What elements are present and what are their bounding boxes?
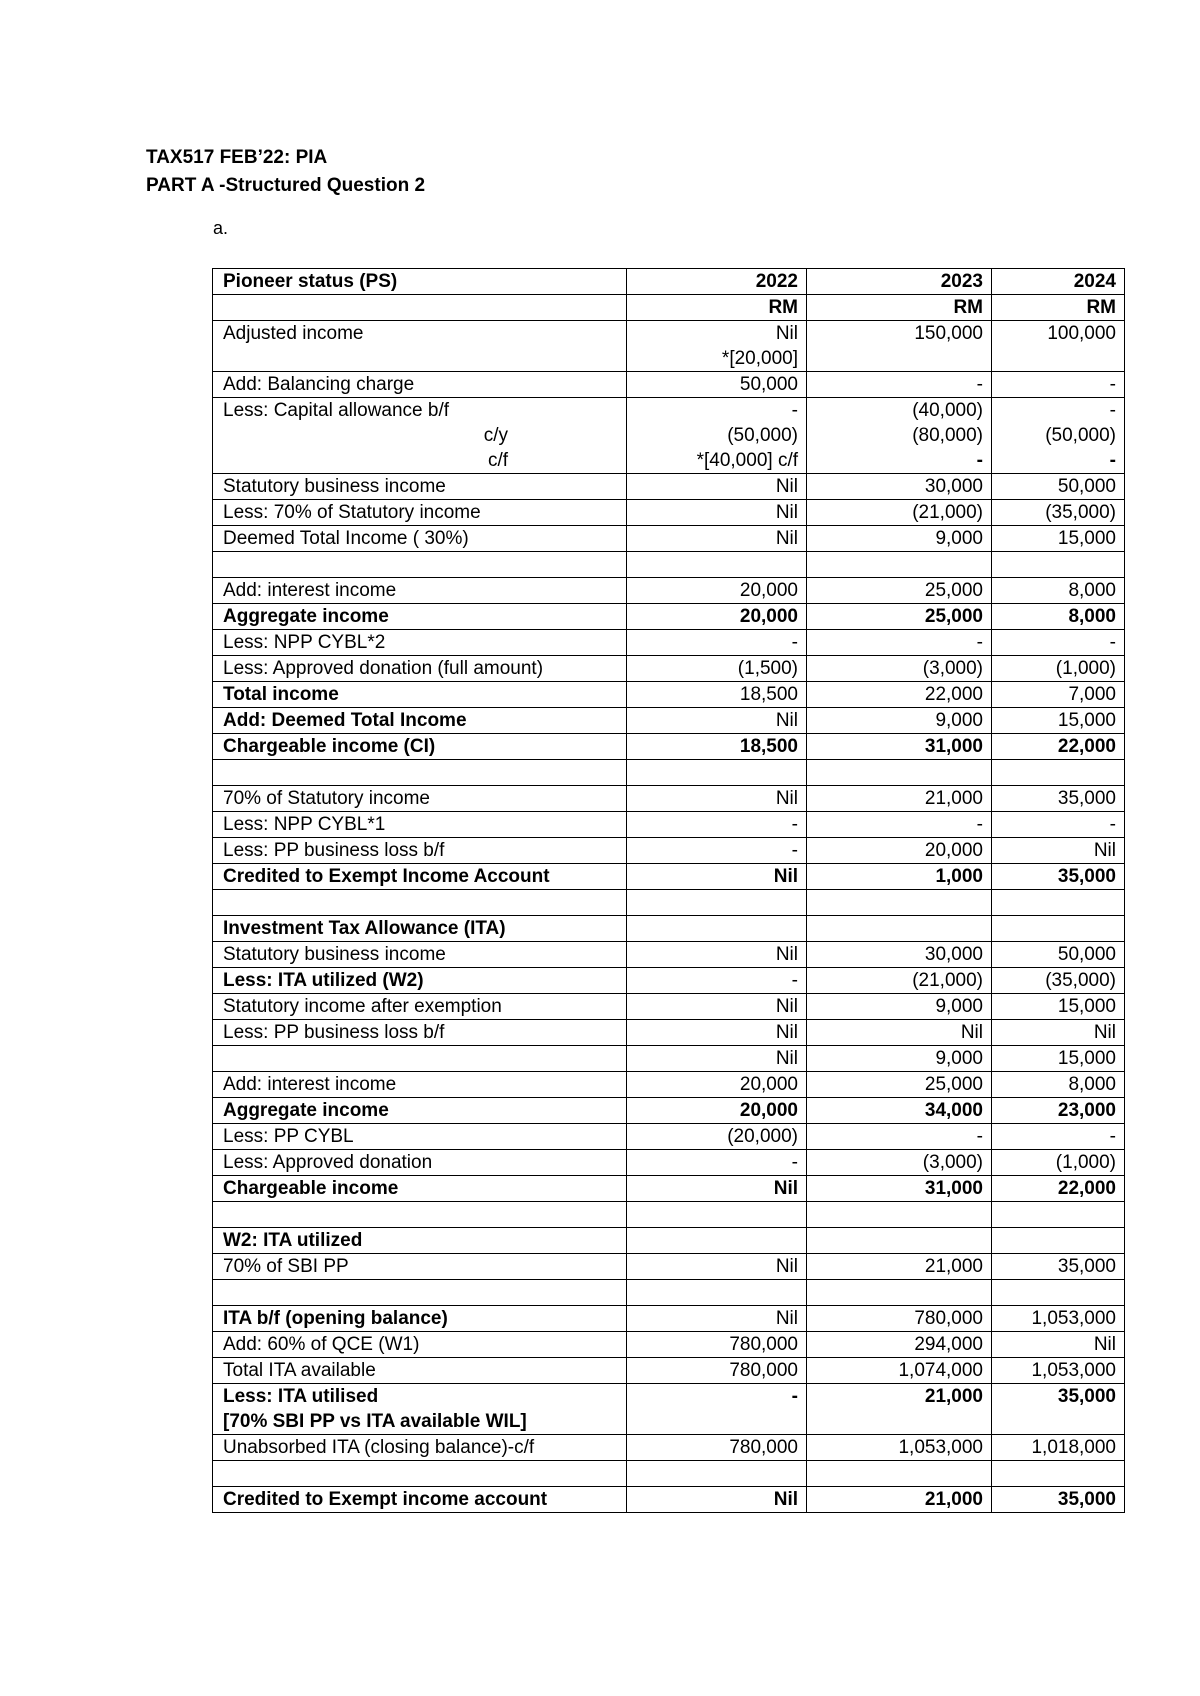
row-label-cell: 70% of Statutory income [213, 786, 627, 812]
value-cell-1: Nil [627, 1046, 807, 1072]
value-cell-1: Nil [627, 1487, 807, 1513]
value-cell-3: (1,000) [992, 656, 1125, 682]
table-row [213, 890, 1125, 916]
value-cell-1 [627, 1228, 807, 1254]
value-cell-3: 8,000 [992, 1072, 1125, 1098]
value-cell-1: Nil [627, 1176, 807, 1202]
table-row [213, 942, 1125, 968]
value-cell-1: 20,000 [627, 578, 807, 604]
value-cell-1 [627, 890, 807, 916]
value-cell-3 [992, 1202, 1125, 1228]
value-cell-1: 18,500 [627, 682, 807, 708]
table-row [213, 1384, 1125, 1435]
row-label-cell [213, 1202, 627, 1228]
value-cell-3: Nil [992, 1020, 1125, 1046]
value-cell-3: 8,000 [992, 578, 1125, 604]
value-cell-2 [807, 1228, 992, 1254]
row-label-cell [213, 295, 627, 321]
value-cell-1: - [627, 1384, 807, 1435]
value-cell-1: Nil [627, 864, 807, 890]
value-cell-3: 35,000 [992, 1384, 1125, 1435]
value-cell-3: - [992, 372, 1125, 398]
value-cell-1: 780,000 [627, 1435, 807, 1461]
value-cell-2: 9,000 [807, 994, 992, 1020]
value-cell-3 [992, 552, 1125, 578]
row-label-cell: Adjusted income [213, 321, 627, 372]
row-label-cell [213, 1046, 627, 1072]
value-cell-2: - [807, 1124, 992, 1150]
value-cell-3 [992, 1280, 1125, 1306]
value-cell-1 [627, 916, 807, 942]
row-label-cell: Total ITA available [213, 1358, 627, 1384]
value-cell-1: 2022 [627, 269, 807, 295]
value-cell-3 [992, 916, 1125, 942]
table-row [213, 1254, 1125, 1280]
value-cell-3 [992, 890, 1125, 916]
value-cell-3: 100,000 [992, 321, 1125, 372]
table-row [213, 1435, 1125, 1461]
value-cell-2: 31,000 [807, 734, 992, 760]
table-body [213, 269, 1125, 1513]
row-label-cell: Less: Approved donation (full amount) [213, 656, 627, 682]
value-cell-1: Nil [627, 1254, 807, 1280]
value-cell-2 [807, 1202, 992, 1228]
value-cell-1 [627, 552, 807, 578]
value-cell-2: 9,000 [807, 708, 992, 734]
value-cell-1: (20,000) [627, 1124, 807, 1150]
value-cell-3: 35,000 [992, 786, 1125, 812]
table-row [213, 708, 1125, 734]
row-label-cell: ITA b/f (opening balance) [213, 1306, 627, 1332]
row-label-cell: Add: Deemed Total Income [213, 708, 627, 734]
row-label-cell: Statutory business income [213, 942, 627, 968]
part-label: a. [213, 218, 229, 238]
row-label-cell: Pioneer status (PS) [213, 269, 627, 295]
row-label-cell: Less: 70% of Statutory income [213, 500, 627, 526]
value-cell-3: - (50,000) - [992, 398, 1125, 474]
value-cell-3: 23,000 [992, 1098, 1125, 1124]
table-row [213, 1072, 1125, 1098]
value-cell-3: 8,000 [992, 604, 1125, 630]
value-cell-1: - [627, 630, 807, 656]
value-cell-1: - [627, 812, 807, 838]
value-cell-2 [807, 890, 992, 916]
value-cell-2: 25,000 [807, 1072, 992, 1098]
value-cell-2: - [807, 630, 992, 656]
value-cell-1: Nil [627, 786, 807, 812]
value-cell-2: (40,000) (80,000) - [807, 398, 992, 474]
value-cell-1 [627, 1280, 807, 1306]
document-subtitle: PART A -Structured Question 2 [146, 175, 426, 196]
value-cell-2: 1,053,000 [807, 1435, 992, 1461]
value-cell-2: 21,000 [807, 1487, 992, 1513]
table-row [213, 1124, 1125, 1150]
value-cell-1: - [627, 1150, 807, 1176]
value-cell-3: 15,000 [992, 994, 1125, 1020]
row-label-cell: Credited to Exempt Income Account [213, 864, 627, 890]
value-cell-1: - [627, 968, 807, 994]
table-row [213, 734, 1125, 760]
table-row [213, 1020, 1125, 1046]
table-row [213, 1228, 1125, 1254]
value-cell-3: - [992, 630, 1125, 656]
table-row [213, 1176, 1125, 1202]
row-label-cell [213, 760, 627, 786]
row-label-cell: Less: Approved donation [213, 1150, 627, 1176]
row-label-cell: Less: NPP CYBL*2 [213, 630, 627, 656]
value-cell-2: 30,000 [807, 474, 992, 500]
table-row [213, 474, 1125, 500]
value-cell-2: 20,000 [807, 838, 992, 864]
row-label-cell [213, 552, 627, 578]
value-cell-1: 20,000 [627, 604, 807, 630]
value-cell-2: 30,000 [807, 942, 992, 968]
value-cell-1: Nil [627, 526, 807, 552]
value-cell-2 [807, 1280, 992, 1306]
value-cell-3: (35,000) [992, 500, 1125, 526]
value-cell-3: 35,000 [992, 1487, 1125, 1513]
table-row [213, 812, 1125, 838]
table-row [213, 1332, 1125, 1358]
value-cell-2: 1,000 [807, 864, 992, 890]
value-cell-3: - [992, 812, 1125, 838]
row-label-cell: Credited to Exempt income account [213, 1487, 627, 1513]
value-cell-1: Nil [627, 1306, 807, 1332]
value-cell-3: Nil [992, 1332, 1125, 1358]
table-row [213, 1487, 1125, 1513]
value-cell-3: Nil [992, 838, 1125, 864]
value-cell-3: RM [992, 295, 1125, 321]
row-label-cell: Less: ITA utilized (W2) [213, 968, 627, 994]
table-row [213, 1306, 1125, 1332]
row-label-cell: Add: Balancing charge [213, 372, 627, 398]
table-row [213, 968, 1125, 994]
row-label-cell: Less: PP business loss b/f [213, 838, 627, 864]
value-cell-3: 15,000 [992, 708, 1125, 734]
value-cell-1: 20,000 [627, 1072, 807, 1098]
table-row [213, 838, 1125, 864]
value-cell-2: 21,000 [807, 1254, 992, 1280]
table-row [213, 760, 1125, 786]
value-cell-2: 150,000 [807, 321, 992, 372]
row-label-cell: 70% of SBI PP [213, 1254, 627, 1280]
value-cell-3 [992, 1461, 1125, 1487]
row-label-cell: Total income [213, 682, 627, 708]
value-cell-3 [992, 1228, 1125, 1254]
value-cell-2: 1,074,000 [807, 1358, 992, 1384]
value-cell-3: 50,000 [992, 942, 1125, 968]
value-cell-2: 34,000 [807, 1098, 992, 1124]
row-label-cell: Less: PP CYBL [213, 1124, 627, 1150]
row-label-cell: Chargeable income (CI) [213, 734, 627, 760]
value-cell-2: 31,000 [807, 1176, 992, 1202]
row-label-cell: Aggregate income [213, 604, 627, 630]
value-cell-2: (21,000) [807, 968, 992, 994]
value-cell-2: - [807, 812, 992, 838]
table-row [213, 1150, 1125, 1176]
value-cell-2: 25,000 [807, 604, 992, 630]
row-label-cell: Add: interest income [213, 1072, 627, 1098]
value-cell-3: 2024 [992, 269, 1125, 295]
value-cell-1: Nil *[20,000] [627, 321, 807, 372]
table-row [213, 786, 1125, 812]
value-cell-2: 22,000 [807, 682, 992, 708]
row-label-cell: Investment Tax Allowance (ITA) [213, 916, 627, 942]
value-cell-2: 294,000 [807, 1332, 992, 1358]
value-cell-2: - [807, 372, 992, 398]
table-row [213, 1046, 1125, 1072]
value-cell-1: - (50,000) *[40,000] c/f [627, 398, 807, 474]
value-cell-3: 22,000 [992, 734, 1125, 760]
table-row [213, 1098, 1125, 1124]
row-label-cell: W2: ITA utilized [213, 1228, 627, 1254]
row-label-cell: Deemed Total Income ( 30%) [213, 526, 627, 552]
row-label-cell: Less: ITA utilised [70% SBI PP vs ITA available WIL] [213, 1384, 627, 1435]
value-cell-2: (3,000) [807, 1150, 992, 1176]
value-cell-1 [627, 1461, 807, 1487]
value-cell-1 [627, 1202, 807, 1228]
value-cell-3: 1,053,000 [992, 1358, 1125, 1384]
row-label-cell [213, 890, 627, 916]
tax-computation-table [212, 268, 1125, 1513]
value-cell-3: 22,000 [992, 1176, 1125, 1202]
value-cell-3: - [992, 1124, 1125, 1150]
value-cell-3: (1,000) [992, 1150, 1125, 1176]
table-row [213, 656, 1125, 682]
value-cell-3: 1,053,000 [992, 1306, 1125, 1332]
value-cell-1: (1,500) [627, 656, 807, 682]
table-row [213, 552, 1125, 578]
value-cell-3: 1,018,000 [992, 1435, 1125, 1461]
table-row [213, 682, 1125, 708]
value-cell-1: 780,000 [627, 1358, 807, 1384]
value-cell-1: RM [627, 295, 807, 321]
value-cell-2: 9,000 [807, 526, 992, 552]
value-cell-2: Nil [807, 1020, 992, 1046]
value-cell-3: 15,000 [992, 1046, 1125, 1072]
value-cell-2 [807, 760, 992, 786]
row-label-cell: Add: interest income [213, 578, 627, 604]
table-row [213, 578, 1125, 604]
value-cell-2 [807, 916, 992, 942]
table-row [213, 269, 1125, 295]
row-label-cell [213, 1280, 627, 1306]
value-cell-2: 9,000 [807, 1046, 992, 1072]
table-row [213, 1202, 1125, 1228]
row-label-cell: Less: Capital allowance b/f c/y c/f [213, 398, 627, 474]
value-cell-2: RM [807, 295, 992, 321]
table-row [213, 372, 1125, 398]
row-label-cell: Chargeable income [213, 1176, 627, 1202]
row-label-cell: Unabsorbed ITA (closing balance)-c/f [213, 1435, 627, 1461]
value-cell-2: 25,000 [807, 578, 992, 604]
document-title: TAX517 FEB’22: PIA [146, 147, 328, 168]
value-cell-1: Nil [627, 474, 807, 500]
value-cell-1: Nil [627, 994, 807, 1020]
value-cell-3: 15,000 [992, 526, 1125, 552]
row-label-cell: Statutory business income [213, 474, 627, 500]
table-row [213, 630, 1125, 656]
table-row [213, 1358, 1125, 1384]
value-cell-2: 21,000 [807, 786, 992, 812]
value-cell-2: (3,000) [807, 656, 992, 682]
row-label-cell: Less: NPP CYBL*1 [213, 812, 627, 838]
value-cell-1: 20,000 [627, 1098, 807, 1124]
row-label-cell [213, 1461, 627, 1487]
value-cell-1: - [627, 838, 807, 864]
value-cell-1: 18,500 [627, 734, 807, 760]
value-cell-2: 780,000 [807, 1306, 992, 1332]
value-cell-2: (21,000) [807, 500, 992, 526]
value-cell-1: Nil [627, 708, 807, 734]
row-label-cell: Aggregate income [213, 1098, 627, 1124]
row-label-cell: Add: 60% of QCE (W1) [213, 1332, 627, 1358]
value-cell-2: 21,000 [807, 1384, 992, 1435]
value-cell-1: 780,000 [627, 1332, 807, 1358]
value-cell-1: Nil [627, 942, 807, 968]
table-row [213, 1461, 1125, 1487]
value-cell-2 [807, 1461, 992, 1487]
table-row [213, 398, 1125, 474]
value-cell-3 [992, 760, 1125, 786]
value-cell-3: 35,000 [992, 864, 1125, 890]
value-cell-2: 2023 [807, 269, 992, 295]
table-row [213, 321, 1125, 372]
table-row [213, 864, 1125, 890]
value-cell-3: 50,000 [992, 474, 1125, 500]
table-row [213, 916, 1125, 942]
table-row [213, 500, 1125, 526]
value-cell-2 [807, 552, 992, 578]
value-cell-3: 7,000 [992, 682, 1125, 708]
table-row [213, 526, 1125, 552]
value-cell-1: Nil [627, 1020, 807, 1046]
row-label-cell: Statutory income after exemption [213, 994, 627, 1020]
value-cell-1: Nil [627, 500, 807, 526]
table-row [213, 1280, 1125, 1306]
value-cell-1: 50,000 [627, 372, 807, 398]
table-row [213, 295, 1125, 321]
value-cell-3: 35,000 [992, 1254, 1125, 1280]
table-row [213, 994, 1125, 1020]
value-cell-1 [627, 760, 807, 786]
row-label-cell: Less: PP business loss b/f [213, 1020, 627, 1046]
table-row [213, 604, 1125, 630]
value-cell-3: (35,000) [992, 968, 1125, 994]
